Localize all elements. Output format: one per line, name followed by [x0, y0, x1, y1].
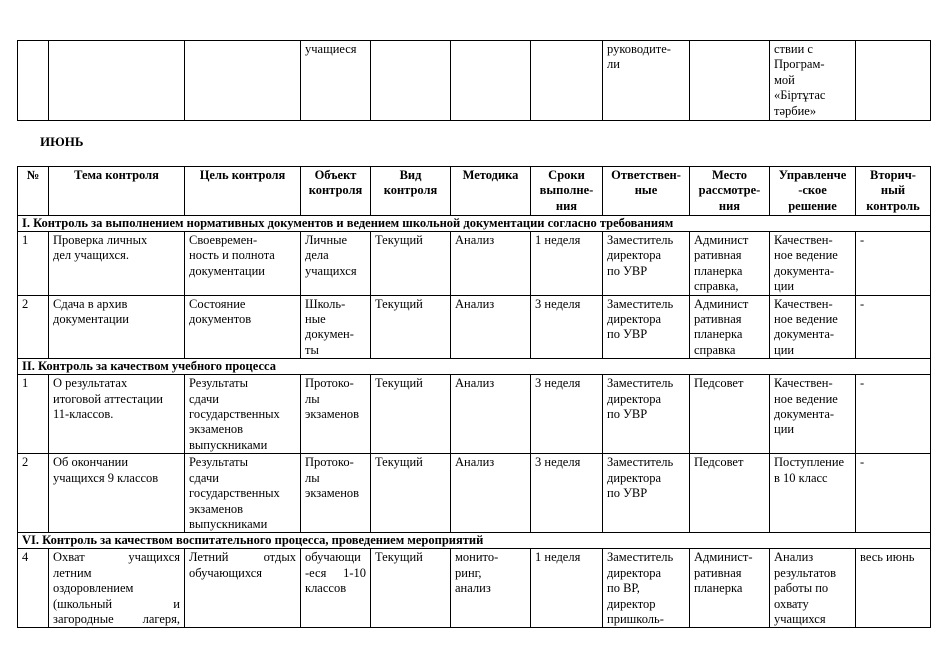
cell-col-responsible: Заместитель директора по УВР: [603, 232, 690, 296]
cell-col-number: 1: [18, 232, 49, 296]
cell-col-object: Личные дела учащихся: [301, 232, 371, 296]
cell-col-deadline: 3 неделя: [531, 295, 603, 359]
continuation-cell-col-topic: [49, 41, 185, 121]
header-col-decision: Управленче -ское решение: [770, 167, 856, 216]
header-col-review-place: Место рассмотре- ния: [690, 167, 770, 216]
cell-col-deadline: 3 неделя: [531, 375, 603, 454]
cell-col-goal: Результаты сдачи государственных экзаменов выпускниками: [185, 454, 301, 533]
section-title: II. Контроль за качеством учебного процесса: [18, 359, 931, 375]
cell-col-method: монито- ринг, анализ: [451, 549, 531, 628]
control-plan-table: [17, 166, 931, 628]
cell-col-goal: Своевремен- ность и полнота документации: [185, 232, 301, 296]
cell-col-topic: Об окончании учащихся 9 классов: [49, 454, 185, 533]
month-heading: ИЮНЬ: [40, 134, 84, 149]
section-title: I. Контроль за выполнением нормативных документов и ведением школьной документации согласно требованиям: [18, 216, 931, 232]
cell-col-type: Текущий: [371, 375, 451, 454]
cell-col-decision: Качествен- ное ведение документа- ции: [770, 375, 856, 454]
table-row: [18, 375, 931, 454]
cell-col-topic: О результатах итоговой аттестации 11-классов.: [49, 375, 185, 454]
cell-col-type: Текущий: [371, 454, 451, 533]
cell-col-object: обучающи -еся 1-10 классов: [301, 549, 371, 628]
cell-col-method: Анализ: [451, 295, 531, 359]
continuation-cell-col-method: [451, 41, 531, 121]
cell-col-review-place: Админист- ративная планерка: [690, 549, 770, 628]
cell-col-secondary: -: [856, 232, 931, 296]
cell-col-topic: Сдача в архив документации: [49, 295, 185, 359]
cell-col-goal: Состояние документов: [185, 295, 301, 359]
cell-col-method: Анализ: [451, 232, 531, 296]
continuation-cell-col-decision: ствии с Програм- мой «Біртұтас тәрбие»: [770, 41, 856, 121]
cell-col-type: Текущий: [371, 232, 451, 296]
table-row: [18, 454, 931, 533]
continuation-cell-col-goal: [185, 41, 301, 121]
cell-col-secondary: весь июнь: [856, 549, 931, 628]
header-col-topic: Тема контроля: [49, 167, 185, 216]
continuation-row: [18, 41, 931, 121]
continuation-cell-col-responsible: руководите- ли: [603, 41, 690, 121]
section-row: [18, 216, 931, 232]
cell-col-number: 1: [18, 375, 49, 454]
header-col-number: №: [18, 167, 49, 216]
cell-col-deadline: 3 неделя: [531, 454, 603, 533]
cell-col-review-place: Админист ративная планерка справка,: [690, 232, 770, 296]
header-col-goal: Цель контроля: [185, 167, 301, 216]
continuation-table: [17, 40, 931, 121]
cell-col-object: Школь- ные докумен- ты: [301, 295, 371, 359]
header-col-deadline: Сроки выполне- ния: [531, 167, 603, 216]
cell-col-review-place: Админист ративная планерка справка: [690, 295, 770, 359]
cell-col-responsible: Заместитель директора по УВР: [603, 454, 690, 533]
cell-col-number: 2: [18, 454, 49, 533]
section-row: [18, 533, 931, 549]
cell-col-topic: Охват учащихся летним оздоровлением (школьный и загородные лагеря,: [49, 549, 185, 628]
continuation-cell-col-review-place: [690, 41, 770, 121]
cell-col-responsible: Заместитель директора по ВР, директор пришколь-: [603, 549, 690, 628]
cell-col-review-place: Педсовет: [690, 375, 770, 454]
cell-col-review-place: Педсовет: [690, 454, 770, 533]
cell-col-topic: Проверка личных дел учащихся.: [49, 232, 185, 296]
table-row: [18, 295, 931, 359]
cell-col-decision: Поступление в 10 класс: [770, 454, 856, 533]
cell-col-type: Текущий: [371, 295, 451, 359]
continuation-cell-col-type: [371, 41, 451, 121]
cell-col-method: Анализ: [451, 454, 531, 533]
header-col-responsible: Ответствен- ные: [603, 167, 690, 216]
section-title: VI. Контроль за качеством воспитательного процесса, проведением мероприятий: [18, 533, 931, 549]
cell-col-decision: Качествен- ное ведение документа- ции: [770, 295, 856, 359]
cell-col-secondary: -: [856, 295, 931, 359]
cell-col-deadline: 1 неделя: [531, 232, 603, 296]
continuation-cell-col-deadline: [531, 41, 603, 121]
cell-col-deadline: 1 неделя: [531, 549, 603, 628]
header-col-type: Вид контроля: [371, 167, 451, 216]
cell-col-number: 2: [18, 295, 49, 359]
cell-col-decision: Анализ результатов работы по охвату учащихся: [770, 549, 856, 628]
cell-col-decision: Качествен- ное ведение документа- ции: [770, 232, 856, 296]
cell-col-goal: Летний отдых обучающихся: [185, 549, 301, 628]
continuation-cell-col-number: [18, 41, 49, 121]
cell-col-number: 4: [18, 549, 49, 628]
cell-col-object: Протоко- лы экзаменов: [301, 454, 371, 533]
cell-col-object: Протоко- лы экзаменов: [301, 375, 371, 454]
section-row: [18, 359, 931, 375]
continuation-cell-col-object: учащиеся: [301, 41, 371, 121]
cell-col-responsible: Заместитель директора по УВР: [603, 375, 690, 454]
header-col-secondary: Вторич- ный контроль: [856, 167, 931, 216]
header-row: [18, 167, 931, 216]
cell-col-secondary: -: [856, 454, 931, 533]
cell-col-method: Анализ: [451, 375, 531, 454]
header-col-method: Методика: [451, 167, 531, 216]
header-col-object: Объект контроля: [301, 167, 371, 216]
table-row: [18, 232, 931, 296]
cell-col-goal: Результаты сдачи государственных экзаменов выпускниками: [185, 375, 301, 454]
cell-col-responsible: Заместитель директора по УВР: [603, 295, 690, 359]
cell-col-secondary: -: [856, 375, 931, 454]
table-row: [18, 549, 931, 628]
cell-col-type: Текущий: [371, 549, 451, 628]
continuation-cell-col-secondary: [856, 41, 931, 121]
